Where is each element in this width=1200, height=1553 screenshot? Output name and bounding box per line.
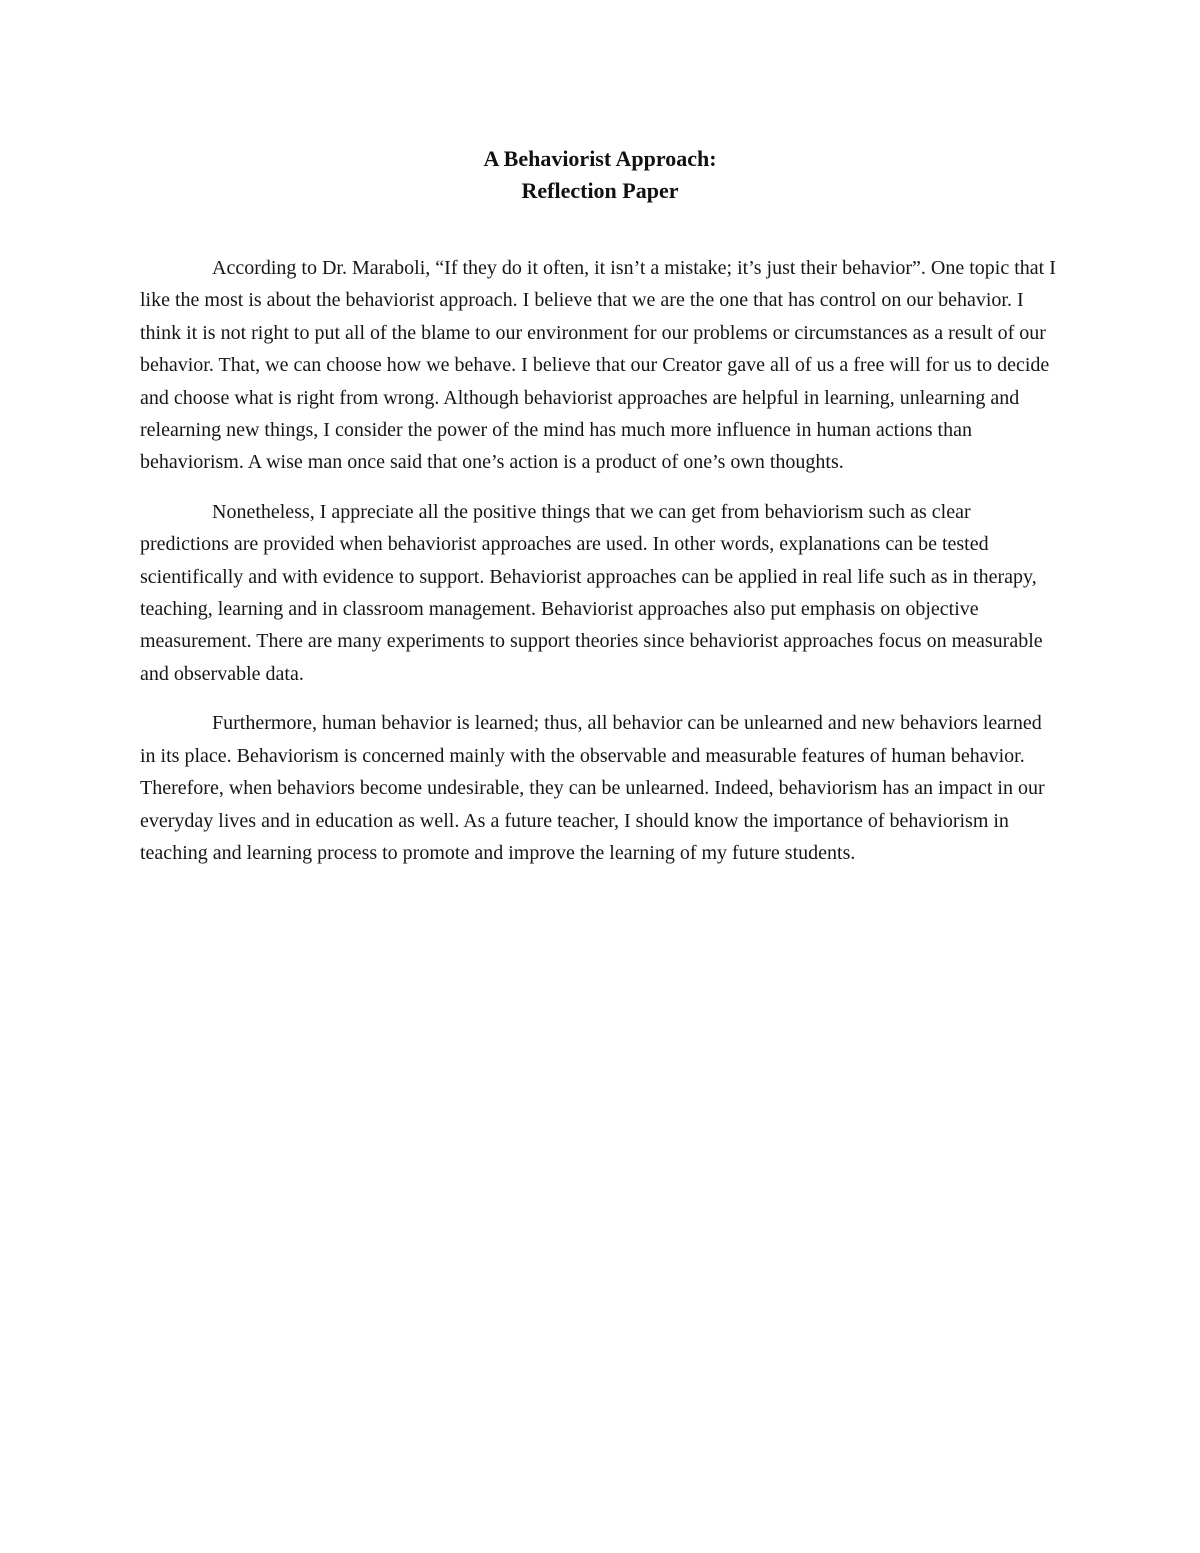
paragraph-1: According to Dr. Maraboli, “If they do it often, it isn’t a mistake; it’s just their behavior”. One topic that I like the most is about the behaviorist approach. I believe that we are the one that has control on our behavior. I think it is not right to put all of the blame to our environment for our problems or circumstances as a result of our behavior. That, we can choose how we behave. I believe that our Creator gave all of us a free will for us to decide and choose what is right from wrong. Although behaviorist approaches are helpful in learning, unlearning and relearning new things, I consider the power of the mind has much more influence in human actions than behaviorism. A wise man once said that one’s action is a product of one’s own thoughts. bbox=[140, 257, 1056, 474]
title-block bbox=[0, 143, 1200, 207]
document-body bbox=[140, 252, 1060, 886]
document-title: A Behaviorist Approach: bbox=[483, 146, 717, 171]
paragraph-3: Furthermore, human behavior is learned; thus, all behavior can be unlearned and new behaviors learned in its place. Behaviorism is concerned mainly with the observable and measurable features of human behavior. Therefore, when behaviors become undesirable, they can be unlearned. Indeed, behaviorism has an impact in our everyday lives and in education as well. As a future teacher, I should know the importance of behaviorism in teaching and learning process to promote and improve the learning of my future students. bbox=[140, 712, 1045, 864]
paragraph-2: Nonetheless, I appreciate all the positive things that we can get from behaviorism such as clear predictions are provided when behaviorist approaches are used. In other words, explanations can be tested scientifically and with evidence to support. Behaviorist approaches can be applied in real life such as in therapy, teaching, learning and in classroom management. Behaviorist approaches also put emphasis on objective measurement. There are many experiments to support theories since behaviorist approaches focus on measurable and observable data. bbox=[140, 500, 1043, 685]
document-subtitle: Reflection Paper bbox=[521, 178, 679, 203]
